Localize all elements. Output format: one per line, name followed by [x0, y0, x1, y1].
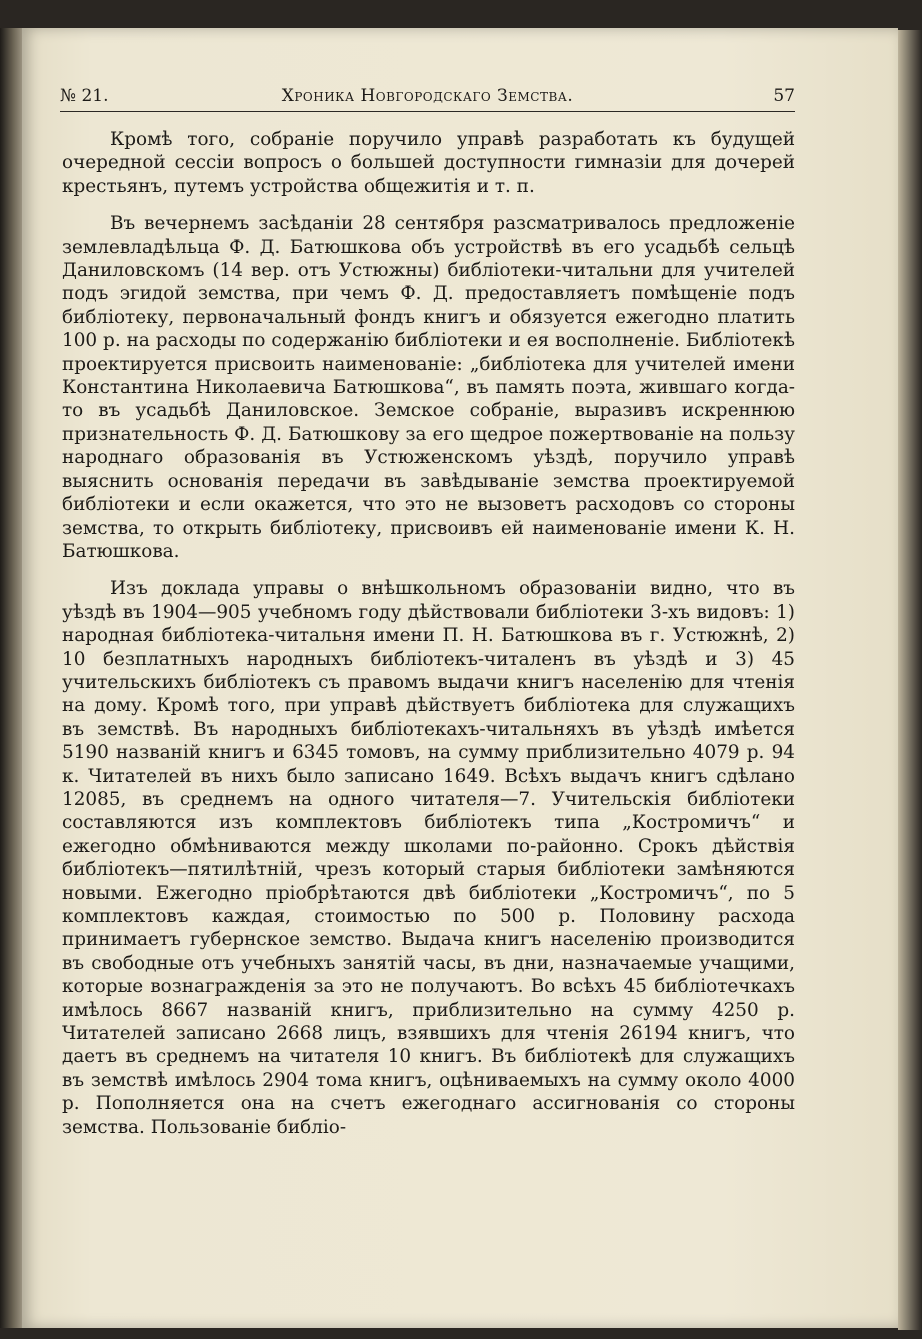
book-edge-right [898, 30, 922, 1330]
paragraph-3: Изъ доклада управы о внѣшкольномъ образованіи видно, что въ уѣздѣ въ 1904—905 учебномъ году дѣйствовали библіотеки 3-хъ видовъ: 1) народная библіотека-читальня имени П. Н. Батюшкова въ г. Устюжнѣ, 2) 10 безплатныхъ народныхъ библіотекъ-читаленъ въ уѣздѣ и 3) 45 учительскихъ библіотекъ съ правомъ выдачи книгъ населенію для чтенія на дому. Кромѣ того, при управѣ дѣйствуетъ библіотека для служащихъ въ земствѣ. Въ народныхъ библіотекахъ-читальняхъ въ уѣздѣ имѣется 5190 названій книгъ и 6345 томовъ, на сумму приблизительно 4079 р. 94 к. Читателей въ нихъ было записано 1649. Всѣхъ выдачъ книгъ сдѣлано 12085, въ среднемъ на одного читателя—7. Учительскія библіотеки составляются изъ комплектовъ библіотекъ типа „Костромичъ“ и ежегодно обмѣниваются между школами по-районно. Срокъ дѣйствія библіотекъ—пятилѣтній, чрезъ который старыя библіотеки замѣняются новыми. Ежегодно пріобрѣтаются двѣ библіотеки „Костромичъ“, по 5 комплектовъ каждая, стоимостью по 500 р. Половину расхода принимаетъ губернское земство. Выдача книгъ населенію производится въ свободные отъ учебныхъ занятій часы, въ дни, назначаемые учащими, которые вознагражденія за это не получаютъ. Во всѣхъ 45 библіотечкахъ имѣлось 8667 названій книгъ, приблизительно на сумму 4250 р. Читателей записано 2668 лицъ, взявшихъ для чтенія 26194 книгъ, что даетъ въ среднемъ на читателя 10 книгъ. Въ библіотекѣ для служащихъ въ земствѣ имѣлось 2904 тома книгъ, оцѣниваемыхъ на сумму около 4000 р. Пополняется она на счетъ ежегоднаго ассигнованія со стороны земства. Пользованіе библіо- [62, 578, 795, 1138]
body-text [62, 128, 795, 1153]
paragraph-2: Въ вечернемъ засѣданіи 28 сентября разсматривалось предложеніе землевладѣльца Ф. Д. Батюшкова объ устройствѣ въ его усадьбѣ сельцѣ Даниловскомъ (14 вер. отъ Устюжны) библіотеки-читальни для учителей подъ эгидой земства, при чемъ Ф. Д. предоставляетъ помѣщеніе подъ библіотеку, первоначальный фондъ книгъ и обязуется ежегодно платить 100 р. на расходы по содержанію библіотеки и ея восполненіе. Библіотекѣ проектируется присвоить наименованіе: „библіотека для учителей имени Константина Николаевича Батюшкова“, въ память поэта, жившаго когда-то въ усадьбѣ Даниловское. Земское собраніе, выразивъ искреннюю признательность Ф. Д. Батюшкову за его щедрое пожертвованіе на пользу народнаго образованія въ Устюженскомъ уѣздѣ, поручило управѣ выяснить основанія передачи въ завѣдываніе земства проектируемой библіотеки и если окажется, что это не вызоветъ расходовъ со стороны земства, то открыть библіотеку, присвоивъ ей наименованіе имени К. Н. Батюшкова. [62, 213, 795, 562]
issue-number: № 21. [60, 86, 109, 106]
paragraph-1: Кромѣ того, собраніе поручило управѣ разработать къ будущей очередной сессіи вопросъ о большей доступности гимназіи для дочерей крестьянъ, путемъ устройства общежитія и т. п. [62, 129, 795, 197]
header-rule [60, 111, 795, 112]
book-gutter-left [0, 28, 22, 1328]
running-header [60, 86, 795, 110]
page-number: 57 [773, 86, 795, 106]
journal-title: Хроника Новгородскаго Земства. [281, 86, 574, 106]
